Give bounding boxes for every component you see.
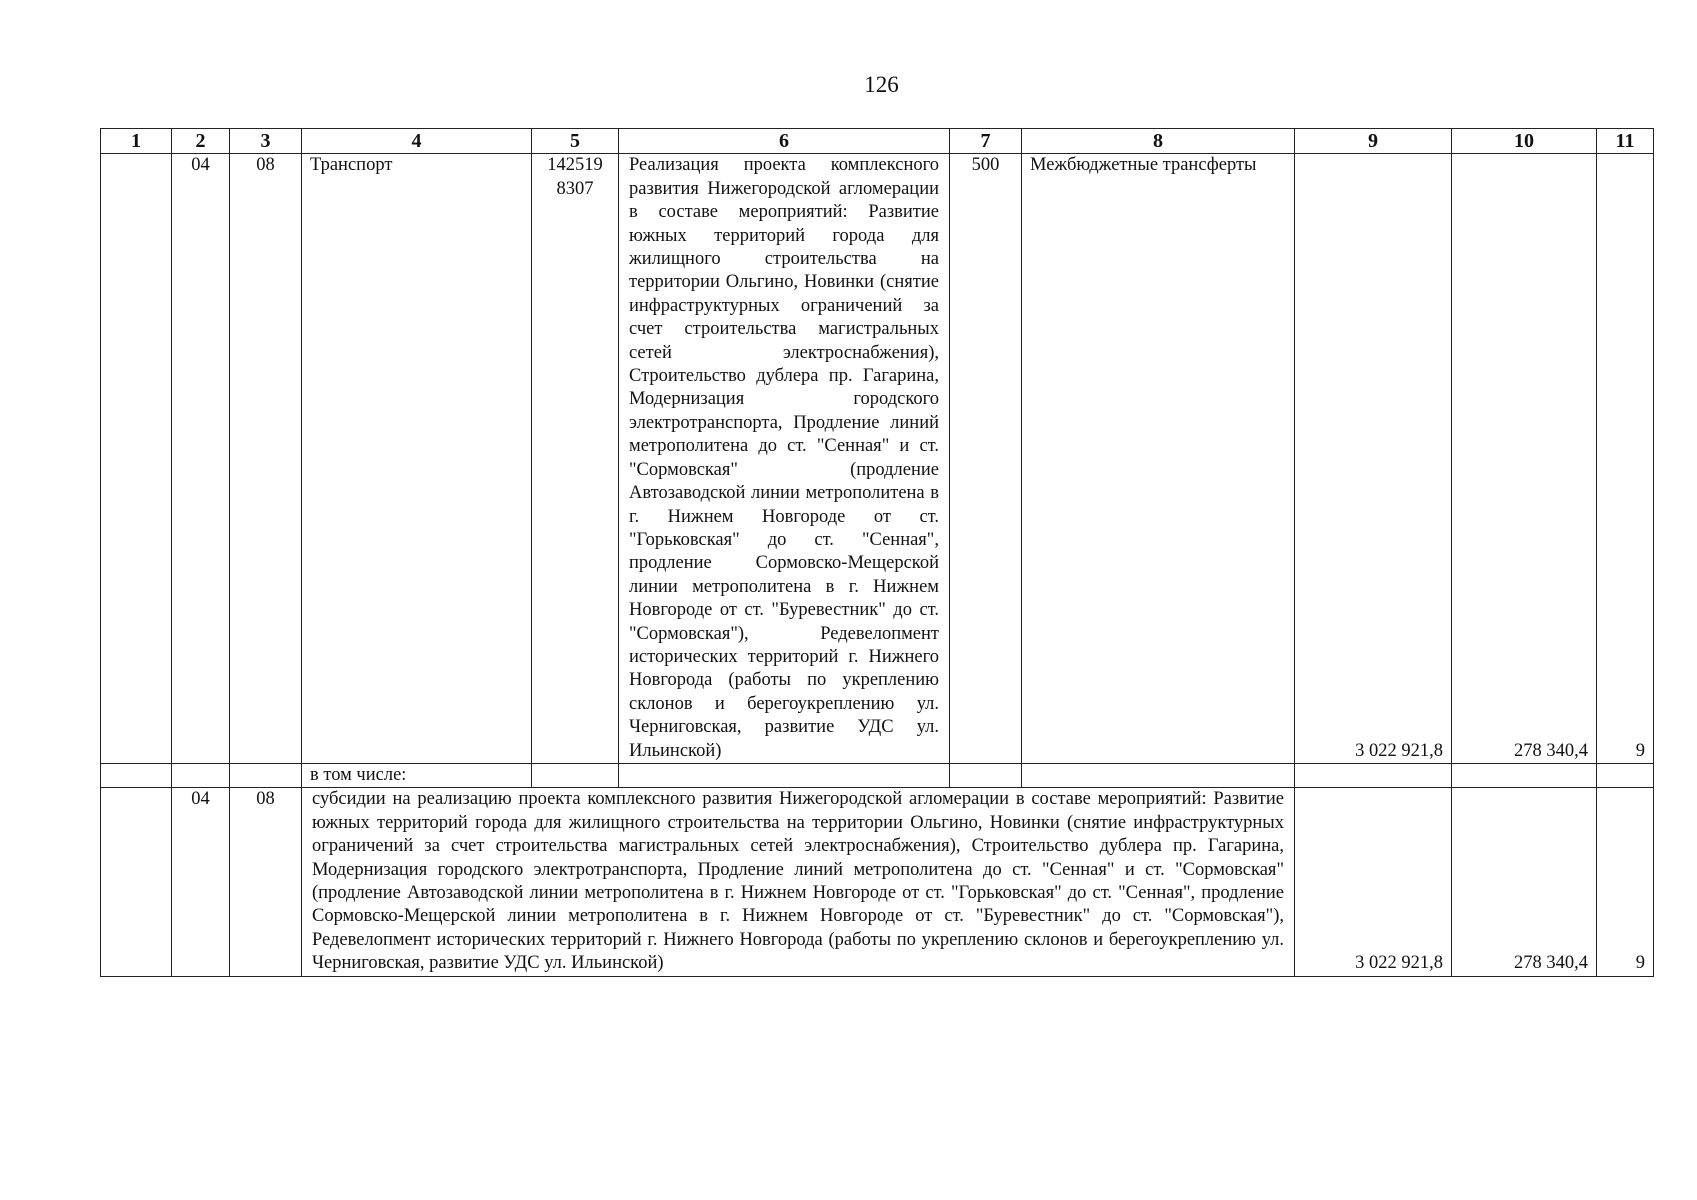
header-col-1: 1 xyxy=(101,129,172,154)
table-row-transport xyxy=(101,154,1654,764)
header-col-10: 10 xyxy=(1452,129,1597,154)
header-row xyxy=(101,129,1654,154)
header-col-8: 8 xyxy=(1022,129,1295,154)
cell-expense-type-name: Межбюджетные трансферты xyxy=(1022,154,1295,764)
budget-table xyxy=(100,128,1654,977)
header-col-9: 9 xyxy=(1295,129,1452,154)
cell-empty xyxy=(230,763,302,787)
table-row-including xyxy=(101,763,1654,787)
cell-empty xyxy=(1022,763,1295,787)
cell-empty xyxy=(101,788,172,976)
target-article-part-2: 8307 xyxy=(556,178,594,199)
cell-subsidy-description: субсидии на реализацию проекта комплексного развития Нижегородской агломерации в составе мероприятий: Развитие южных территорий города для жилищного строительства на территории Ольгино, Новинки (снятие инфраструктурных ограничений за счет строительства магистральных сетей электроснабжения), Строительство дублера пр. Гагарина, Модернизация городского электротранспорта, Продление линий метрополитена до ст. "Сенная" и ст. "Сормовская" (продление Автозаводской линии метрополитена в г. Нижнем Новгороде от ст. "Горьковская" до ст. "Сенная", продление Сормовско-Мещерской линии метрополитена в г. Нижнем Новгороде от ст. "Буревестник" до ст. "Сормовская"), Редевелопмент исторических территорий г. Нижнего Новгорода (работы по укреплению склонов и берегоукреплению ул. Черниговская, развитие УДС ул. Ильинской) xyxy=(302,788,1295,976)
cell-col-1 xyxy=(101,154,172,764)
cell-subsection: 08 xyxy=(230,154,302,764)
cell-amount-1: 3 022 921,8 xyxy=(1295,788,1452,976)
cell-expense-type: 500 xyxy=(950,154,1022,764)
header-col-7: 7 xyxy=(950,129,1022,154)
target-article-part-1: 142519 xyxy=(547,155,603,176)
header-col-4: 4 xyxy=(302,129,532,154)
cell-section: 04 xyxy=(172,788,230,976)
cell-section-name: Транспорт xyxy=(302,154,532,764)
cell-empty xyxy=(1452,763,1597,787)
cell-empty xyxy=(532,763,619,787)
cell-amount-2: 278 340,4 xyxy=(1452,154,1597,764)
table-row-subsidy xyxy=(101,788,1654,976)
cell-program-description: Реализация проекта комплексного развития Нижегородской агломерации в составе мероприятий: Развитие южных территорий города для жилищного строительства на территории Ольгино, Новинки (снятие инфраструктурных ограничений за счет строительства магистральных сетей электроснабжения), Строительство дублера пр. Гагарина, Модернизация городского электротранспорта, Продление линий метрополитена до ст. "Сенная" и ст. "Сормовская" (продление Автозаводской линии метрополитена в г. Нижнем Новгороде от ст. "Горьковская" до ст. "Сенная", продление Сормовско-Мещерской линии метрополитена в г. Нижнем Новгороде от ст. "Буревестник" до ст. "Сормовская"), Редевелопмент исторических территорий г. Нижнего Новгорода (работы по укреплению склонов и берегоукреплению ул. Черниговская, развитие УДС ул. Ильинской) xyxy=(619,154,950,764)
page-number: 126 xyxy=(864,72,899,97)
header-col-3: 3 xyxy=(230,129,302,154)
cell-empty xyxy=(1295,763,1452,787)
header-col-2: 2 xyxy=(172,129,230,154)
cell-empty xyxy=(1597,763,1654,787)
cell-amount-1: 3 022 921,8 xyxy=(1295,154,1452,764)
cell-section: 04 xyxy=(172,154,230,764)
cell-amount-3: 9 xyxy=(1597,788,1654,976)
cell-empty xyxy=(172,763,230,787)
cell-target-article xyxy=(532,154,619,764)
cell-subsection: 08 xyxy=(230,788,302,976)
cell-empty xyxy=(101,763,172,787)
header-col-11: 11 xyxy=(1597,129,1654,154)
cell-amount-2: 278 340,4 xyxy=(1452,788,1597,976)
cell-empty xyxy=(619,763,950,787)
header-col-6: 6 xyxy=(619,129,950,154)
header-col-5: 5 xyxy=(532,129,619,154)
cell-empty xyxy=(950,763,1022,787)
cell-including-label: в том числе: xyxy=(302,763,532,787)
cell-amount-3: 9 xyxy=(1597,154,1654,764)
